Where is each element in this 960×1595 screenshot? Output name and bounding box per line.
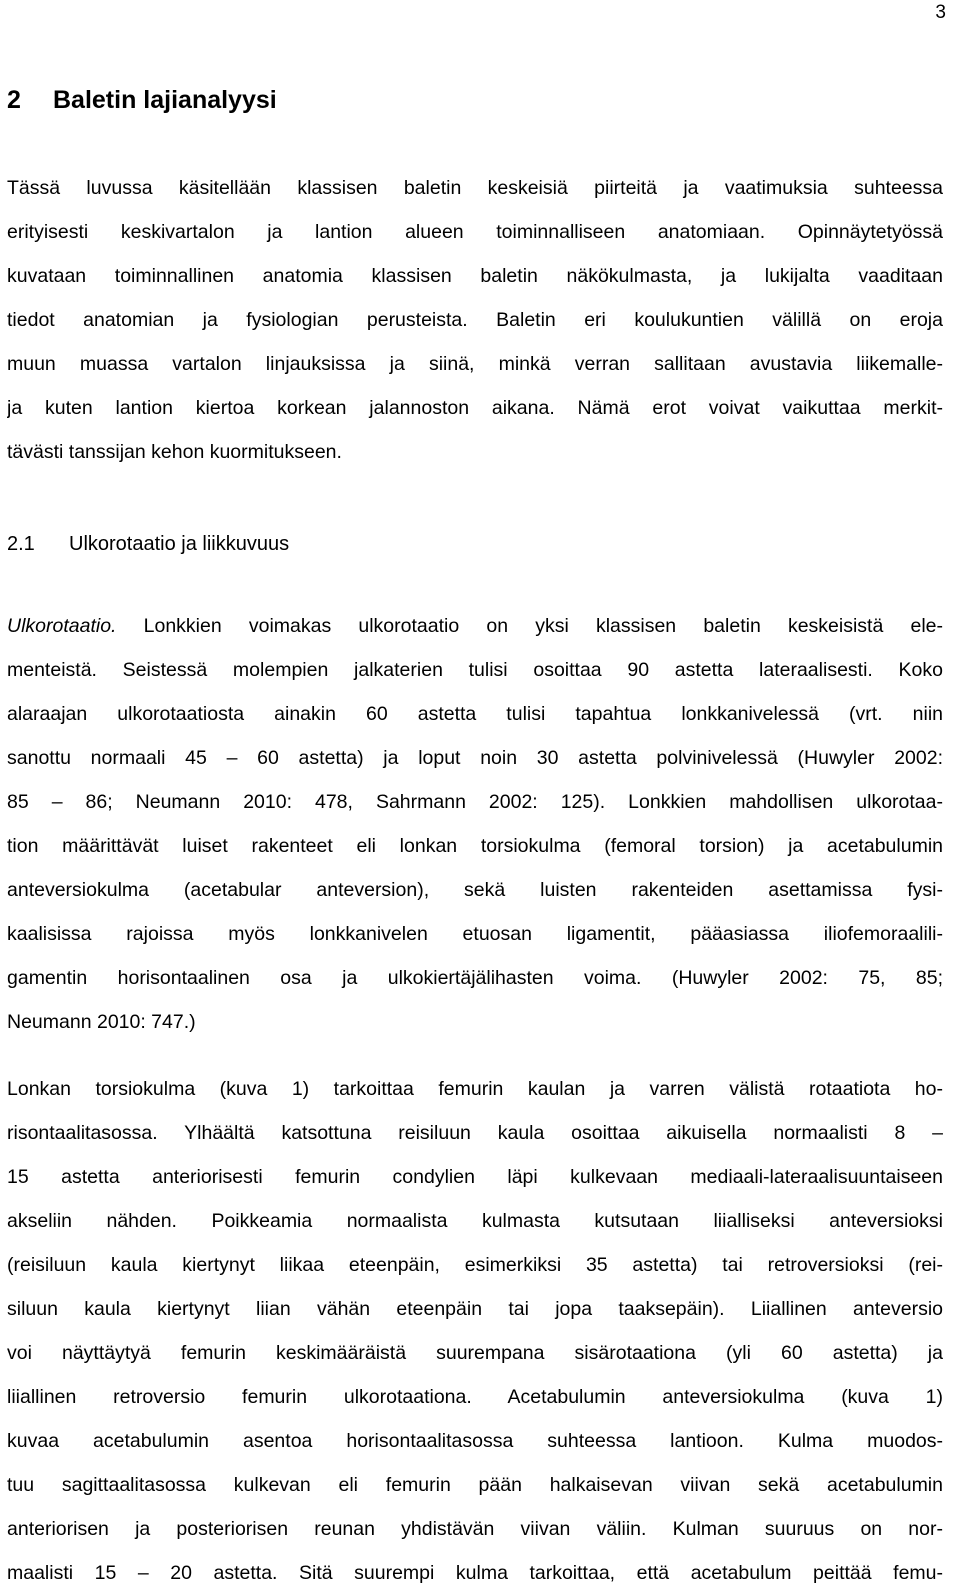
page-number: 3 [935,2,946,23]
paragraph-line: tion määrittävät luiset rakenteet eli lonkan torsiokulma (femoral torsion) ja acetabulumin [7,835,943,857]
paragraph-line: alaraajan ulkorotaatiosta ainakin 60 astetta tulisi tapahtua lonkkanivelessä (vrt. niin [7,703,943,725]
paragraph-line: sanottu normaali 45 – 60 astetta) ja loput noin 30 astetta polvinivelessä (Huwyler 2002: [7,747,943,769]
paragraph-line: (reisiluun kaula kiertynyt liikaa eteenpäin, esimerkiksi 35 astetta) tai retroversioksi (rei- [7,1254,943,1276]
section-title: Baletin lajianalyysi [53,86,277,114]
intro-paragraph [7,166,943,474]
lead-line-text: Lonkkien voimakas ulkorotaatio on yksi klassisen baletin keskeisistä ele- [116,615,943,637]
paragraph-line: tiedot anatomian ja fysiologian perusteista. Baletin eri koulukuntien välillä on eroja [7,309,943,331]
paragraph-line: tuu sagittaalitasossa kulkevan eli femurin pään halkaisevan viivan sekä acetabulumin [7,1474,943,1496]
section-number: 2 [7,86,21,114]
paragraph-line: kuvaa acetabulumin asentoa horisontaalitasossa suhteessa lantioon. Kulma muodos- [7,1430,943,1452]
paragraph-line: Neumann 2010: 747.) [7,1011,196,1033]
paragraph-line: maalisti 15 – 20 astetta. Sitä suurempi kulma tarkoittaa, että acetabulum peittää femu- [7,1562,943,1584]
paragraph-line: Tässä luvussa käsitellään klassisen baletin keskeisiä piirteitä ja vaatimuksia suhteessa [7,177,943,199]
subsection-heading [7,533,289,556]
paragraph-line: kaalisissa rajoissa myös lonkkanivelen etuosan ligamentit, pääasiassa iliofemoraalili- [7,923,943,945]
paragraph-line: akseliin nähden. Poikkeamia normaalista kulmasta kutsutaan liialliseksi anteversioksi [7,1210,943,1232]
paragraph-line: erityisesti keskivartalon ja lantion alueen toiminnalliseen anatomiaan. Opinnäytetyössä [7,221,943,243]
paragraph-line: anteversiokulma (acetabular anteversion), sekä luisten rakenteiden asettamissa fysi- [7,879,943,901]
paragraph-line: gamentin horisontaalinen osa ja ulkokiertäjälihasten voima. (Huwyler 2002: 75, 85; [7,967,943,989]
paragraph-line: risontaalitasossa. Ylhäältä katsottuna reisiluun kaula osoittaa aikuisella normaalisti 8 – [7,1122,943,1144]
lead-term: Ulkorotaatio. [7,615,117,637]
subsection-title: Ulkorotaatio ja liikkuvuus [69,533,290,555]
torsiokulma-paragraph [7,1067,943,1595]
paragraph-line: menteistä. Seistessä molempien jalkaterien tulisi osoittaa 90 astetta lateraalisesti. Koko [7,659,943,681]
section-heading [7,86,277,115]
paragraph-line: liiallinen retroversio femurin ulkorotaationa. Acetabulumin anteversiokulma (kuva 1) [7,1386,943,1408]
paragraph-line: ja kuten lantion kiertoa korkean jalannoston aikana. Nämä erot voivat vaikuttaa merkit- [7,397,943,419]
paragraph-line: Lonkan torsiokulma (kuva 1) tarkoittaa femurin kaulan ja varren välistä rotaatiota ho- [7,1078,943,1100]
paragraph-line: voi näyttäytyä femurin keskimääräistä suurempana sisärotaationa (yli 60 astetta) ja [7,1342,943,1364]
subsection-number: 2.1 [7,533,35,555]
paragraph-line: kuvataan toiminnallinen anatomia klassisen baletin näkökulmasta, ja lukijalta vaaditaan [7,265,943,287]
paragraph-line: siluun kaula kiertynyt liian vähän eteenpäin tai jopa taaksepäin). Liiallinen anteversio [7,1298,943,1320]
paragraph-line: 15 astetta anteriorisesti femurin condylien läpi kulkevaan mediaali-lateraalisuuntaiseen [7,1166,943,1188]
paragraph-line: tävästi tanssijan kehon kuormitukseen. [7,441,342,463]
ulkorotaatio-paragraph [7,604,943,1044]
paragraph-line: 85 – 86; Neumann 2010: 478, Sahrmann 2002: 125). Lonkkien mahdollisen ulkorotaa- [7,791,943,813]
paragraph-line: muun muassa vartalon linjauksissa ja siinä, minkä verran sallitaan avustavia liikemalle- [7,353,943,375]
paragraph-line: anteriorisen ja posteriorisen reunan yhdistävän viivan väliin. Kulman suuruus on nor- [7,1518,943,1540]
paragraph-line [7,604,943,648]
